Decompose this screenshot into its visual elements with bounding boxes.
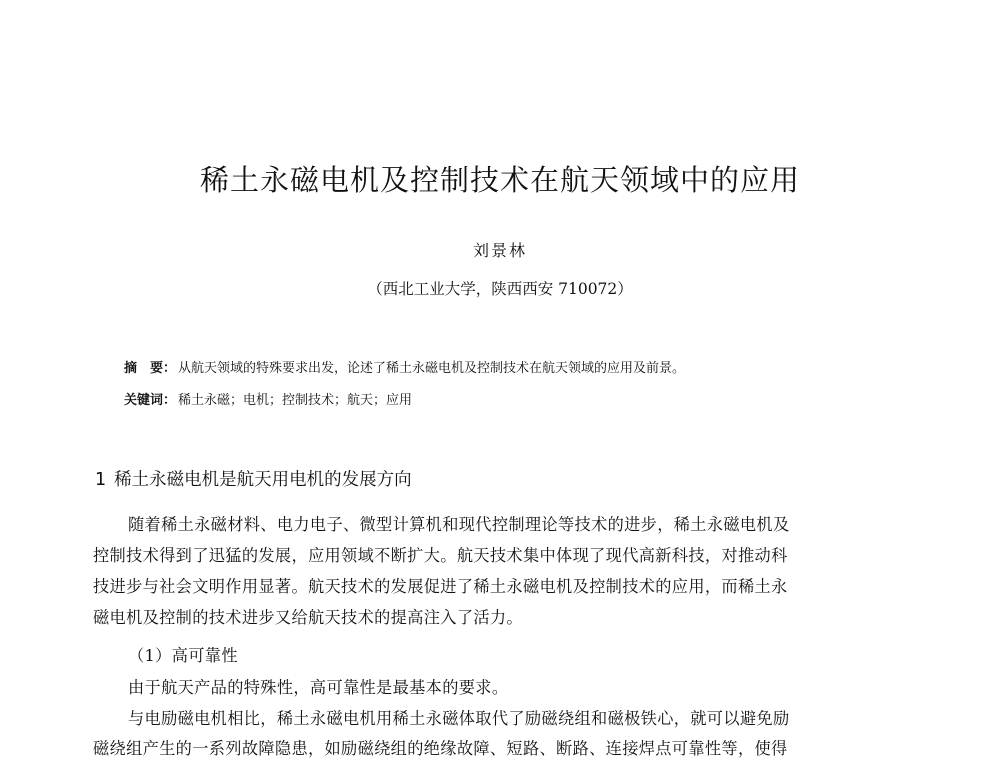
keywords-text: 稀土永磁；电机；控制技术；航天；应用 xyxy=(178,393,413,408)
keywords-label: 关键词： xyxy=(124,393,177,408)
abstract xyxy=(124,359,685,379)
author-affiliation: （西北工业大学，陕西西安 710072） xyxy=(367,280,633,298)
body-text-line: 控制技术得到了迅猛的发展，应用领域不断扩大。航天技术集中体现了现代高新科技，对推动科 xyxy=(93,546,788,565)
abstract-label: 摘 要： xyxy=(124,361,177,376)
author-name: 刘景林 xyxy=(472,241,527,260)
section-number: 1 xyxy=(95,470,107,490)
body-text-line: 磁绕组产生的一系列故障隐患，如励磁绕组的绝缘故障、短路、断路、连接焊点可靠性等，使得 xyxy=(93,739,788,758)
subsection-heading: （1）高可靠性 xyxy=(128,646,238,665)
body-text-line: 随着稀土永磁材料、电力电子、微型计算机和现代控制理论等技术的进步，稀土永磁电机及 xyxy=(128,515,790,534)
section-heading xyxy=(95,467,412,493)
body-text-line: 由于航天产品的特殊性，高可靠性是最基本的要求。 xyxy=(128,678,509,697)
paper-title: 稀土永磁电机及控制技术在航天领域中的应用 xyxy=(199,163,800,197)
section-title: 稀土永磁电机是航天用电机的发展方向 xyxy=(114,470,412,490)
abstract-text: 从航天领域的特殊要求出发，论述了稀土永磁电机及控制技术在航天领域的应用及前景。 xyxy=(178,361,686,376)
keywords xyxy=(124,391,412,411)
body-text-line: 磁电机及控制的技术进步又给航天技术的提高注入了活力。 xyxy=(93,608,523,627)
body-text-line: 技进步与社会文明作用显著。航天技术的发展促进了稀土永磁电机及控制技术的应用，而稀土永 xyxy=(93,577,788,596)
body-text-line: 与电励磁电机相比，稀土永磁电机用稀土永磁体取代了励磁绕组和磁极铁心，就可以避免励 xyxy=(128,709,790,728)
